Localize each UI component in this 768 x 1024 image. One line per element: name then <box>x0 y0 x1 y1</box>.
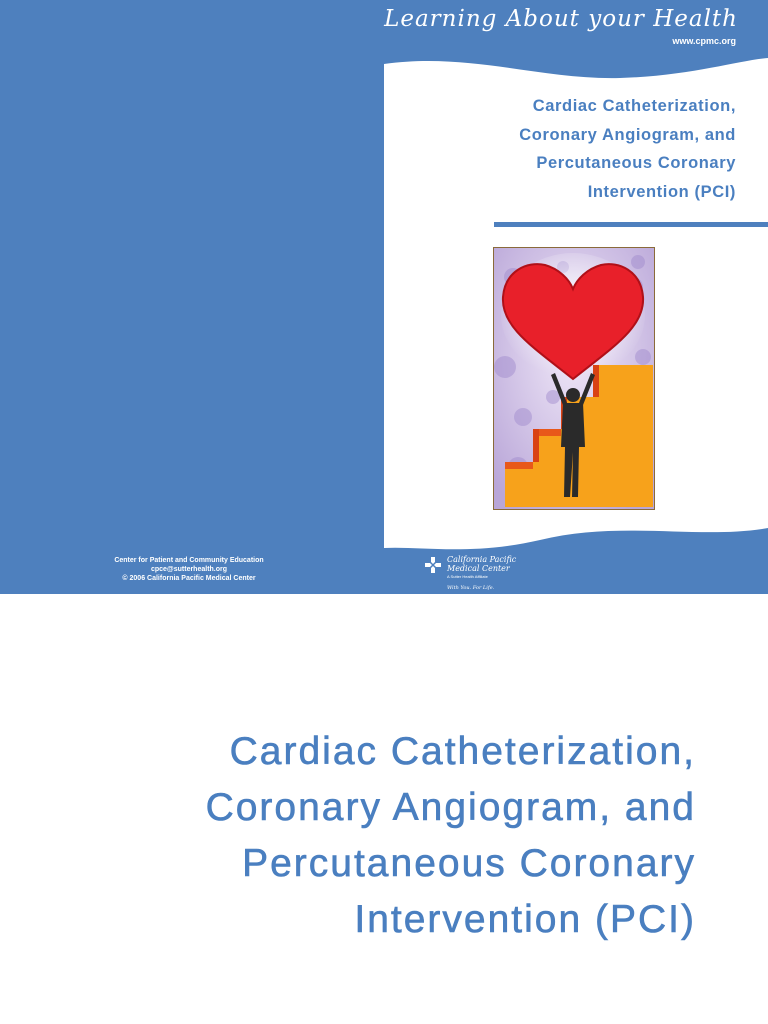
affiliate-note: A Sutter Health Affiliate <box>447 574 488 579</box>
page-title-line: Coronary Angiogram, and <box>205 786 696 829</box>
department-name: Center for Patient and Community Education <box>114 557 264 564</box>
organization-tagline: With You. For Life. <box>447 585 495 591</box>
cover-title-line: Percutaneous Coronary <box>536 154 736 172</box>
title-divider <box>494 222 768 227</box>
contact-email: cpce@sutterhealth.org <box>150 566 228 573</box>
page-title-line: Percutaneous Coronary <box>242 842 696 885</box>
page-title-line: Cardiac Catheterization, <box>229 730 696 773</box>
cover-footer <box>100 556 278 583</box>
page-title-line: Intervention (PCI) <box>354 898 696 941</box>
organization-name <box>447 555 516 573</box>
cover-title <box>406 92 736 206</box>
cpmc-logo-icon <box>425 557 441 573</box>
page-title <box>6 724 696 948</box>
series-title: Learning About your Health <box>384 6 738 32</box>
heart-and-stairs-illustration <box>493 247 655 510</box>
cover-title-line: Intervention (PCI) <box>587 182 736 201</box>
cover-title-line: Coronary Angiogram, and <box>519 125 736 144</box>
cover-title-line: Cardiac Catheterization, <box>532 97 736 115</box>
copyright-notice: © 2006 California Pacific Medical Center <box>122 575 256 582</box>
organization-name-line: Medical Center <box>447 564 510 573</box>
website-url: www.cpmc.org <box>672 36 736 46</box>
organization-name-line: California Pacific <box>447 555 517 564</box>
